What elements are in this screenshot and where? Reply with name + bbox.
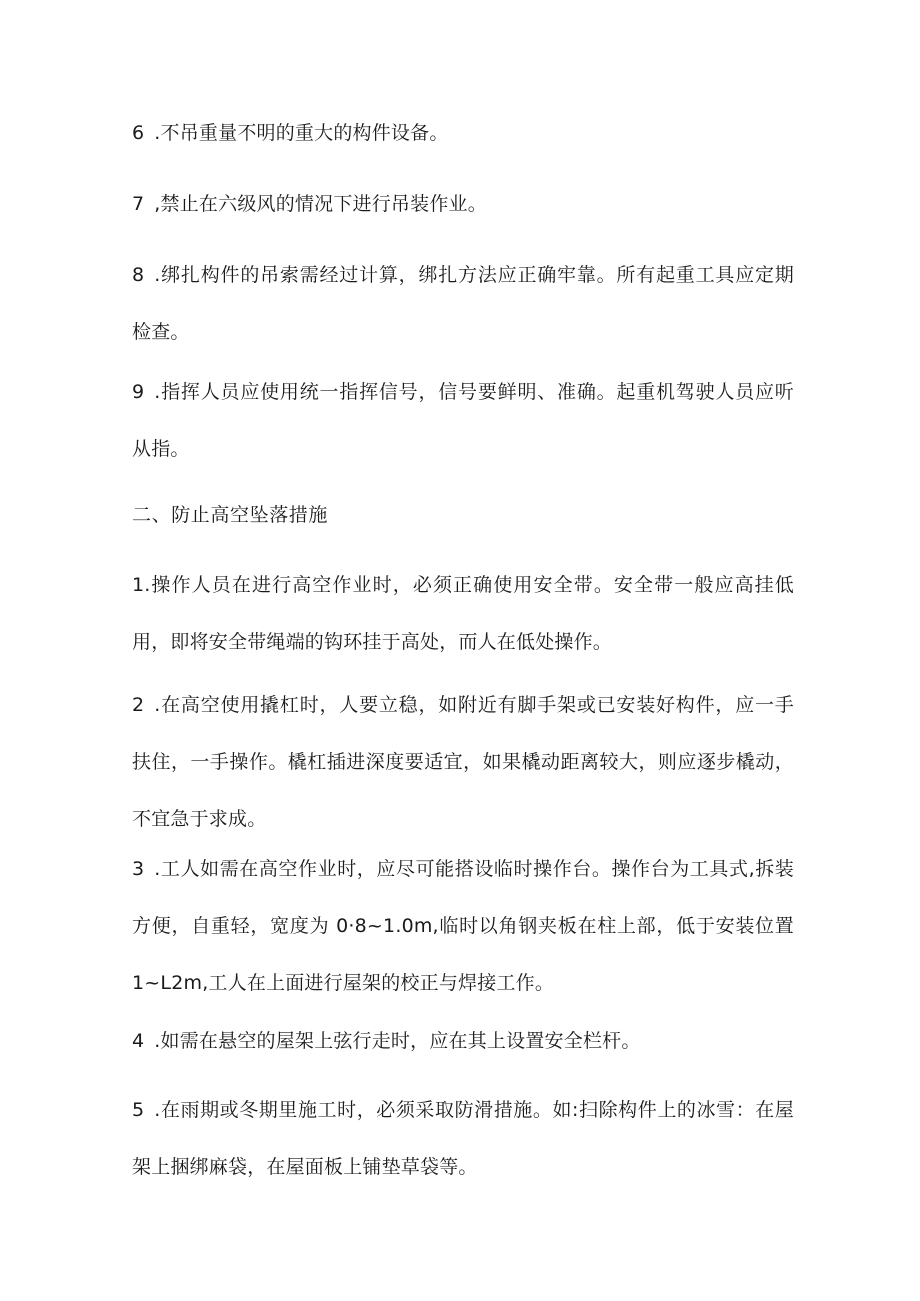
paragraph-number: 3: [132, 858, 145, 880]
paragraph-item-5: [132, 1082, 794, 1196]
section-heading-text: 二、防止高空坠落措施: [132, 504, 329, 526]
section-heading: [132, 487, 794, 544]
paragraph-number: 6: [132, 122, 145, 144]
paragraph-text: ,禁止在六级风的情况下进行吊装作业。: [154, 193, 487, 215]
paragraph-text: .在高空使用撬杠时，人要立稳，如附近有脚手架或已安装好构件，应一手扶住，一手操作。橇杠插进深度要适宜，如果橇动距离较大，则应逐步橇动，不宜急于求成。: [132, 694, 794, 830]
paragraph-text: 1.操作人员在进行高空作业时，必须正确使用安全带。安全带一般应高挂低用，即将安全带绳端的钩环挂于高处，而人在低处操作。: [132, 574, 794, 653]
paragraph-item-1: [132, 557, 794, 671]
paragraph-number: 2: [132, 694, 145, 716]
paragraph-item-2: [132, 677, 794, 848]
paragraph-text: .在雨期或冬期里施工时，必须采取防滑措施。如:扫除构件上的冰雪：在屋架上捆绑麻袋，在屋面板上铺垫草袋等。: [132, 1099, 794, 1178]
paragraph-item-3: [132, 841, 794, 1012]
paragraph-item-7: [132, 176, 794, 233]
paragraph-item-4: [132, 1013, 794, 1070]
paragraph-number: 7: [132, 193, 145, 215]
paragraph-text: .如需在悬空的屋架上弦行走时，应在其上设置安全栏杆。: [154, 1030, 641, 1052]
paragraph-text: .不吊重量不明的重大的构件设备。: [154, 122, 449, 144]
paragraph-number: 8: [132, 264, 145, 286]
paragraph-number: 5: [132, 1099, 145, 1121]
paragraph-text: .绑扎构件的吊索需经过计算，绑扎方法应正确牢靠。所有起重工具应定期检查。: [132, 264, 794, 343]
paragraph-number: 4: [132, 1030, 145, 1052]
paragraph-item-8: [132, 247, 794, 361]
paragraph-text: .指挥人员应使用统一指挥信号，信号要鲜明、准确。起重机驾驶人员应听从指。: [132, 381, 794, 460]
paragraph-item-9: [132, 364, 794, 478]
paragraph-item-6: [132, 105, 794, 162]
paragraph-number: 9: [132, 381, 145, 403]
paragraph-text: .工人如需在高空作业时，应尽可能搭设临时操作台。操作台为工具式,拆装方便，自重轻，宽度为 0·8~1.0m,临时以角钢夹板在柱上部，低于安装位置 1~L2m,工人在上面进行屋架的校正与焊接工作。: [132, 858, 794, 994]
